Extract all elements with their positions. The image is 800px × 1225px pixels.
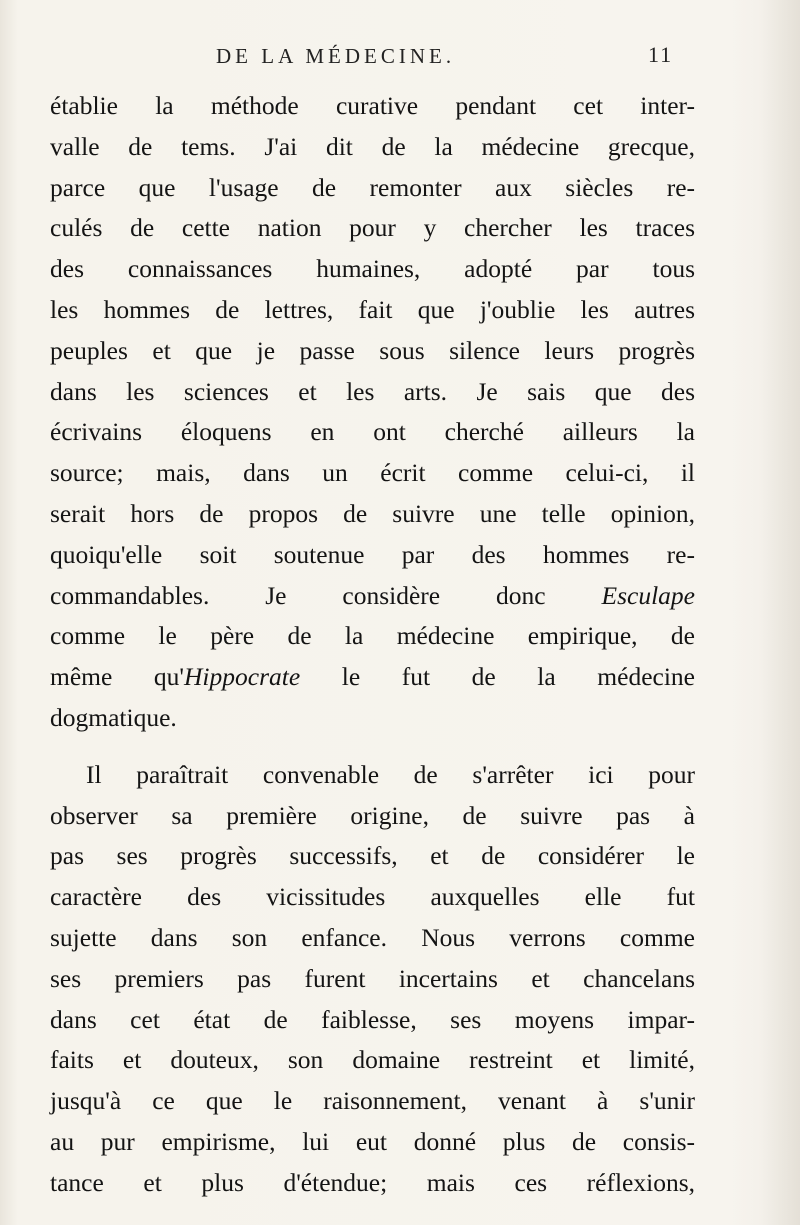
text-line: culés de cette nation pour y chercher les traces [50,213,695,243]
text-line: comme le père de la médecine empirique, de [50,621,695,651]
text-line: valle de tems. J'ai dit de la médecine grecque, [50,131,695,161]
paragraph-gap [50,739,695,755]
text-line: faits et douteux, son domaine restreint et limité, [50,1045,695,1075]
text-line: écrivains éloquens en ont cherché ailleurs la [50,417,695,447]
italic-name-esculape: Esculape [601,580,695,610]
text-line: Il paraîtrait convenable de s'arrêter ici pour [86,759,695,789]
running-header [216,44,716,80]
text-line: établie la méthode curative pendant cet inter- [50,91,695,120]
text-line: peuples et que je passe sous silence leurs progrès [50,335,695,365]
text-line: jusqu'à ce que le raisonnement, venant à s'unir [50,1086,695,1116]
text-line: ses premiers pas furent incertains et chancelans [50,963,695,993]
text-line: tance et plus d'étendue; mais ces réflexions, [50,1167,695,1197]
running-title: DE LA MÉDECINE. [216,44,456,68]
text-line: dogmatique. [50,702,177,732]
italic-name-hippocrate: Hippocrate [184,662,301,692]
page-number: 11 [648,42,674,67]
text-line: observer sa première origine, de suivre pas à [50,800,695,830]
page-edge-shadow [730,0,800,1225]
text-line: dans les sciences et les arts. Je sais que des [50,376,695,406]
text-line: au pur empirisme, lui eut donné plus de consis- [50,1126,695,1156]
text-line: quoiqu'elle soit soutenue par des hommes re- [50,539,695,569]
text-line: sujette dans son enfance. Nous verrons comme [50,922,695,952]
text-segment: même qu' [50,662,184,692]
text-line: serait hors de propos de suivre une telle opinion, [50,498,695,528]
text-line: pas ses progrès successifs, et de considérer le [50,841,695,871]
text-line [50,576,695,617]
text-line: parce que l'usage de remonter aux siècles re- [50,172,695,202]
text-line: source; mais, dans un écrit comme celui-ci, il [50,458,695,488]
text-line: des connaissances humaines, adopté par tous [50,254,695,284]
text-line: les hommes de lettres, fait que j'oublie les autres [50,294,695,324]
text-segment: le fut de la médecine [300,662,695,692]
text-line [50,657,695,698]
text-line: caractère des vicissitudes auxquelles elle fut [50,882,695,912]
body-text [50,86,695,1204]
text-segment: commandables. Je considère donc [50,580,602,610]
text-line: dans cet état de faiblesse, ses moyens impar- [50,1004,695,1034]
